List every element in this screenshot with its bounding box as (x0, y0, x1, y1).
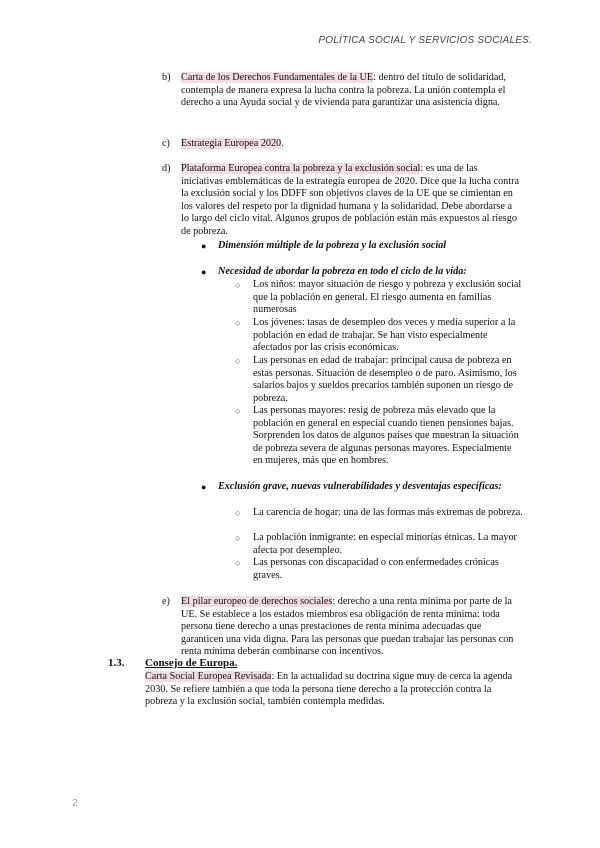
circle-bullet-icon: ○ (235, 318, 241, 328)
bullet-ciclo-vida: Necesidad de abordar la pobreza en todo el ciclo de la vida: (218, 266, 467, 277)
sub-item-carencia-hogar: La carencia de hogar: una de las formas más extremas de pobreza. (253, 507, 523, 518)
page-number: 2 (72, 798, 78, 809)
item-label-c: c) (162, 138, 170, 149)
item-e-text: : derecho a una renta mínima por parte de la UE. Se establece a los estados miembros esa obligación de renta mínima: toda persona tiene derecho a unas prestaciones de renta mínima adecuadas que garanticen una vida digna. Para las personas que puedan trabajar las personas con renta mínima deberán combinarse con incentivos. (181, 596, 514, 657)
item-label-d: d) (162, 163, 171, 174)
highlight-pilar-europeo: El pilar europeo de derechos sociales (181, 596, 333, 607)
bullet-dimension-multiple: Dimensión múltiple de la pobreza y la exclusión social (218, 240, 447, 251)
item-b-paragraph (181, 72, 521, 110)
bullet-dot-icon: ● (201, 241, 207, 251)
item-e-paragraph (181, 596, 521, 659)
bullet-dot-icon: ● (201, 267, 207, 277)
item-b-text: : dentro del título de solidaridad, contempla de manera expresa la lucha contra la pobreza. La unión contempla el derecho a una Ayuda social y de vivienda para garantizar una asistencia digna. (181, 72, 507, 108)
running-header: POLÍTICA SOCIAL Y SERVICIOS SOCIALES. (318, 35, 532, 46)
circle-bullet-icon: ○ (235, 533, 241, 543)
section-paragraph (145, 671, 520, 709)
circle-bullet-icon: ○ (235, 356, 241, 366)
sub-item-jovenes: Los jóvenes: tasas de desempleo dos veces y media superior a la población en edad de trabajar. Se han visto especialmente afectados por las crisis económicas. (253, 317, 516, 353)
circle-bullet-icon: ○ (235, 280, 241, 290)
item-c-paragraph (181, 138, 521, 151)
circle-bullet-icon: ○ (235, 508, 241, 518)
section-number: 1.3. (108, 657, 125, 669)
item-label-b: b) (162, 72, 171, 83)
sub-item-discapacidad: Las personas con discapacidad o con enfermedades crónicas graves. (253, 557, 499, 581)
highlight-estrategia-2020: Estrategia Europea 2020 (181, 138, 282, 149)
bullet-exclusion-grave: Exclusión grave, nuevas vulnerabilidades y desventajas específicas: (218, 481, 502, 492)
sub-item-ninos: Los niños: mayor situación de riesgo y pobreza y exclusión social que la población en general. El riesgo aumenta en familias numerosas (253, 279, 522, 315)
bullet-dot-icon: ● (201, 482, 207, 492)
item-label-e: e) (162, 596, 170, 607)
item-d-paragraph (181, 163, 521, 238)
section-title: Consejo de Europa. (145, 657, 238, 669)
section-text: : En la actualidad su doctrina sigue muy de cerca la agenda 2030. Se refiere también a que toda la persona tiene derecho a la protección contra la pobreza y la exclusión social, también contempla medidas. (145, 671, 513, 707)
circle-bullet-icon: ○ (235, 558, 241, 568)
sub-item-inmigrante: La población inmigrante: en especial minorías étnicas. La mayor afecta por desempleo. (253, 532, 517, 556)
item-d-text: : es una de las iniciativas emblemáticas de la estrategia europea de 2020. Dice que la lucha contra la exclusión social y los DDFF son objetivos claves de la UE que se cimientan en los valores del respeto por la dignidad humana y la solidaridad. Debe abordarse a lo largo del ciclo vital. Algunos grupos de población están más expuestos al riesgo de pobreza. (181, 163, 520, 237)
sub-item-edad-trabajar: Las personas en edad de trabajar: principal causa de pobreza en estas personas. Situación de desempleo o de paro. Asimismo, los salarios bajos y sueldos precarios también suponen un riesgo de pobreza. (253, 355, 517, 404)
circle-bullet-icon: ○ (235, 406, 241, 416)
item-c-text: . (281, 138, 284, 149)
highlight-carta-social: Carta Social Europea Revisada (145, 671, 272, 682)
highlight-carta-derechos: Carta de los Derechos Fundamentales de la UE (181, 72, 374, 83)
highlight-plataforma-europea: Plataforma Europea contra la pobreza y la exclusión social (181, 163, 421, 174)
sub-item-mayores: Las personas mayores: resig de pobreza más elevado que la población en general en especial cuando tienen pensiones bajas. Sorprenden los datos de algunos países que muestran la situación de pobreza severa de algunas personas mayores. Especialmente en mujeres, más que en hombres. (253, 405, 519, 466)
